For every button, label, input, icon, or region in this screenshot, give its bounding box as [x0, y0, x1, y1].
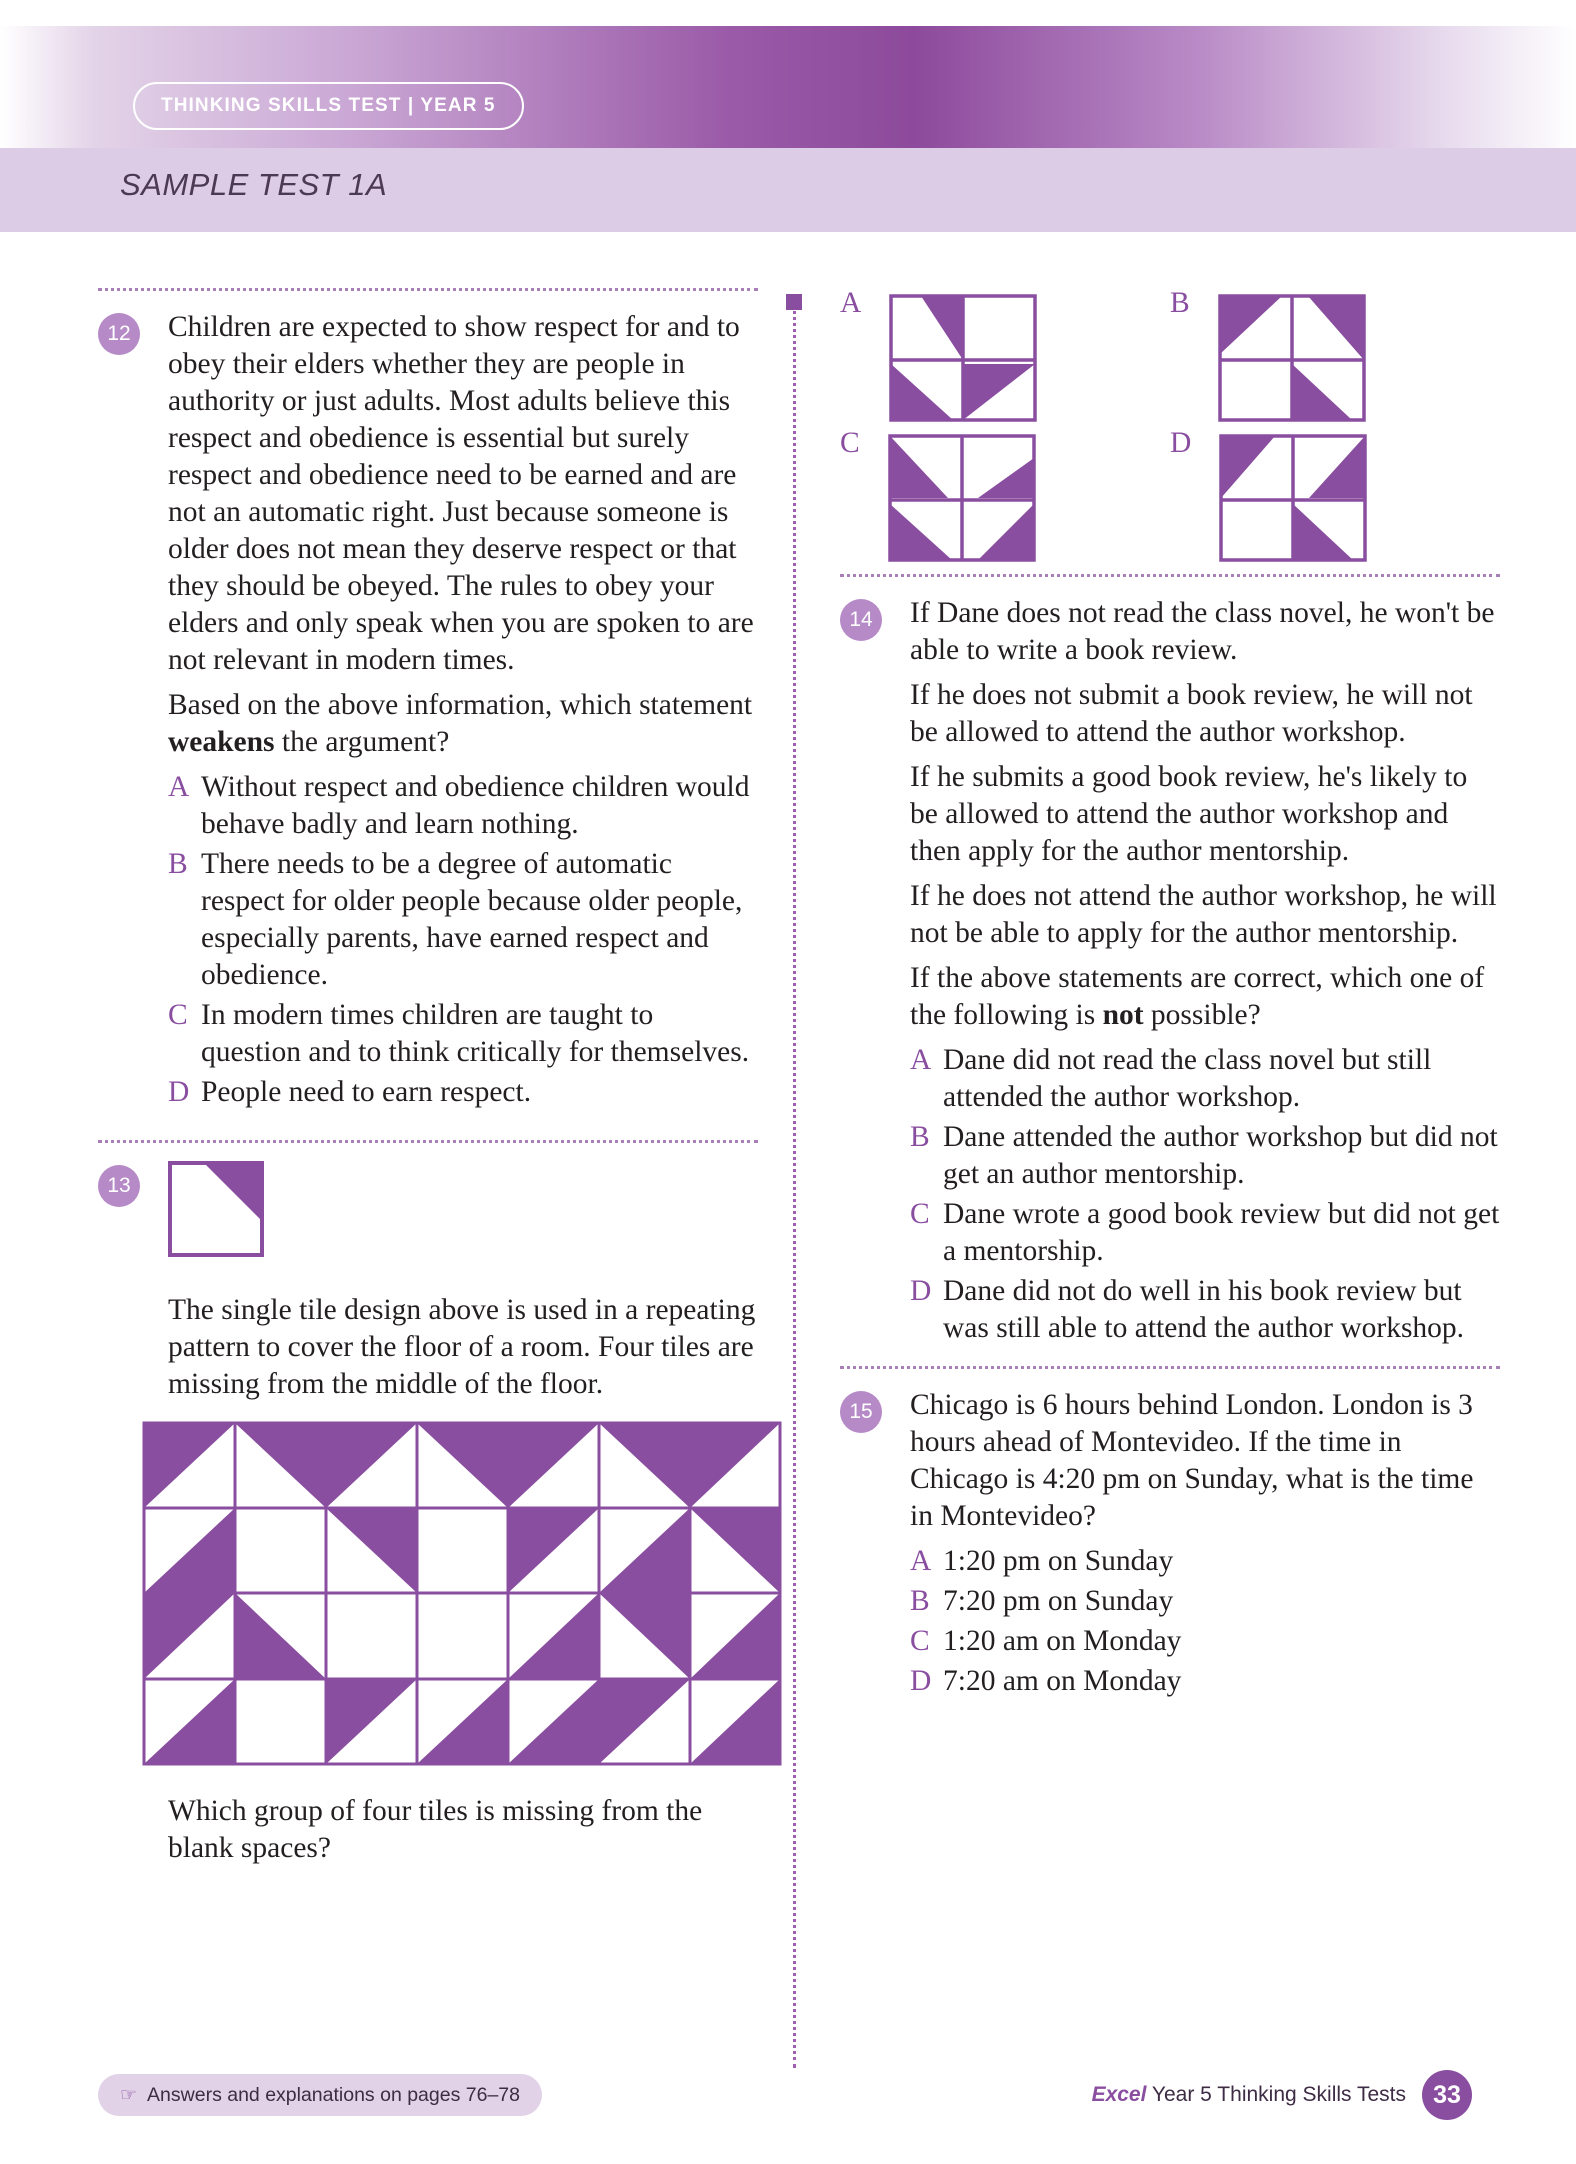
prompt-post: possible?	[1143, 999, 1261, 1031]
question-number-badge: 15	[840, 1391, 882, 1433]
question-15-paragraph: Chicago is 6 hours behind London. London is 3 hours ahead of Montevideo. If the time in Chicago is 4:20 pm on Sunday, what is the time in Montevideo?	[910, 1389, 1474, 1532]
question-number-badge: 13	[98, 1165, 140, 1207]
question-14-paragraph-2: If he does not submit a book review, he will not be allowed to attend the author workshop.	[910, 679, 1473, 748]
question-15-text	[910, 1387, 1500, 1535]
option-letter: A	[168, 771, 190, 803]
shape-option-c[interactable]	[840, 428, 1042, 568]
page-header	[0, 0, 1576, 238]
option-text: There needs to be a degree of automatic respect for older people because older people, especially parents, have earned respect and obedience.	[201, 848, 743, 991]
page-body	[0, 238, 1576, 2164]
option-text: 1:20 am on Monday	[943, 1625, 1182, 1657]
question-14	[840, 595, 1500, 1347]
question-12-prompt	[168, 687, 758, 761]
question-number-badge: 12	[98, 313, 140, 355]
option-letter: B	[910, 1121, 930, 1153]
option-letter: A	[910, 1545, 932, 1577]
rule-before-q15	[840, 1366, 1500, 1369]
shape-option-letter: A	[840, 287, 862, 319]
page-footer	[0, 2044, 1576, 2164]
question-13-paragraph: The single tile design above is used in a repeating pattern to cover the floor of a room. Four tiles are missing from the middle of the floor.	[168, 1294, 756, 1400]
question-13-text	[168, 1292, 758, 1403]
shape-option-d[interactable]	[1170, 428, 1373, 568]
option-letter: D	[168, 1076, 190, 1108]
option-text: Dane did not do well in his book review but was still able to attend the author workshop.	[943, 1275, 1465, 1344]
page-title: SAMPLE TEST 1A	[120, 167, 388, 202]
shape-option-a-svg	[883, 288, 1043, 428]
question-13-shape-options	[840, 288, 1500, 568]
option-text: Dane did not read the class novel but still attended the author workshop.	[943, 1044, 1432, 1113]
question-14-options	[910, 1042, 1500, 1347]
question-13	[98, 1161, 758, 1867]
option-text: 7:20 pm on Sunday	[943, 1585, 1174, 1617]
rule-top-left	[98, 288, 758, 291]
option-d[interactable]	[910, 1273, 1500, 1347]
option-letter: D	[910, 1665, 932, 1697]
option-a[interactable]	[168, 769, 758, 843]
option-letter: C	[910, 1198, 930, 1230]
question-number-badge: 14	[840, 599, 882, 641]
prompt-bold: weakens	[168, 726, 275, 758]
footer-brand-group	[1092, 2074, 1472, 2116]
option-text: In modern times children are taught to question and to think critically for themselves.	[201, 999, 750, 1068]
option-text: Without respect and obedience children would behave badly and learn nothing.	[201, 771, 750, 840]
prompt-pre: Based on the above information, which statement	[168, 689, 753, 721]
question-12-text	[168, 309, 758, 761]
shape-option-d-svg	[1213, 428, 1373, 568]
option-c[interactable]	[168, 997, 758, 1071]
shape-option-b[interactable]	[1170, 288, 1372, 428]
footer-brand	[1092, 2083, 1406, 2107]
brand-rest: Year 5 Thinking Skills Tests	[1146, 2083, 1406, 2106]
single-tile-svg	[168, 1161, 264, 1257]
option-a[interactable]	[910, 1042, 1500, 1116]
option-letter: C	[910, 1625, 930, 1657]
question-14-prompt	[910, 960, 1500, 1034]
page-number-badge: 33	[1422, 2070, 1472, 2120]
option-letter: D	[910, 1275, 932, 1307]
shape-option-letter: B	[1170, 287, 1190, 319]
option-text: 7:20 am on Monday	[943, 1665, 1182, 1697]
shape-option-b-svg	[1212, 288, 1372, 428]
option-b[interactable]	[910, 1583, 1500, 1620]
question-14-paragraph-1: If Dane does not read the class novel, he won't be able to write a book review.	[910, 597, 1495, 666]
right-column	[840, 288, 1500, 1703]
left-column	[98, 288, 758, 1875]
divider-square-marker	[786, 294, 802, 310]
question-13-closing-text: Which group of four tiles is missing from the blank spaces?	[168, 1795, 703, 1864]
answers-note-pill	[98, 2074, 542, 2116]
option-text: Dane attended the author workshop but did not get an author mentorship.	[943, 1121, 1498, 1190]
floor-pattern-figure	[142, 1421, 758, 1771]
shape-option-letter: D	[1170, 427, 1192, 459]
single-tile-figure	[168, 1161, 758, 1262]
prompt-post: the argument?	[274, 726, 450, 758]
option-d[interactable]	[168, 1074, 758, 1111]
question-12-paragraph: Children are expected to show respect for and to obey their elders whether they are people in authority or just adults. Most adults believe this respect and obedience is essential but surely respect and obedience need to be earned and are not an automatic right. Just because someone is older does not mean they deserve respect or that they should be obeyed. The rules to obey your elders and only speak when you are spoken to are not relevant in modern times.	[168, 311, 754, 676]
option-text: People need to earn respect.	[201, 1076, 532, 1108]
floor-pattern-svg	[142, 1421, 782, 1766]
option-text: Dane wrote a good book review but did not get a mentorship.	[943, 1198, 1500, 1267]
question-14-paragraph-3: If he submits a good book review, he's likely to be allowed to attend the author workshop and then apply for the author mentorship.	[910, 761, 1468, 867]
question-13-closing	[168, 1793, 758, 1867]
question-14-paragraph-4: If he does not attend the author workshop, he will not be able to apply for the author mentorship.	[910, 880, 1497, 949]
question-15-options	[910, 1543, 1500, 1700]
question-12-options	[168, 769, 758, 1111]
answers-note-text: Answers and explanations on pages 76–78	[147, 2083, 520, 2106]
prompt-pre: If the above statements are correct, which one of the following is	[910, 962, 1485, 1031]
option-letter: C	[168, 999, 188, 1031]
option-b[interactable]	[168, 846, 758, 994]
pointing-hand-icon: ☞	[120, 2084, 138, 2106]
rule-between-q12-q13	[98, 1140, 758, 1143]
rule-before-q14	[840, 574, 1500, 577]
option-c[interactable]	[910, 1623, 1500, 1660]
option-letter: B	[168, 848, 188, 880]
shape-option-letter: C	[840, 427, 860, 459]
shape-option-c-svg	[882, 428, 1042, 568]
option-b[interactable]	[910, 1119, 1500, 1193]
option-a[interactable]	[910, 1543, 1500, 1580]
shape-option-a[interactable]	[840, 288, 1043, 428]
brand-excel: Excel	[1091, 2083, 1147, 2106]
test-label-pill	[133, 82, 524, 130]
option-d[interactable]	[910, 1663, 1500, 1700]
question-14-text	[910, 595, 1500, 1034]
column-divider	[793, 298, 796, 2068]
option-letter: B	[910, 1585, 930, 1617]
option-text: 1:20 pm on Sunday	[943, 1545, 1174, 1577]
option-c[interactable]	[910, 1196, 1500, 1270]
question-12	[98, 309, 758, 1111]
prompt-bold: not	[1102, 999, 1144, 1031]
option-letter: A	[910, 1044, 932, 1076]
test-label-text: THINKING SKILLS TEST | YEAR 5	[161, 95, 496, 116]
question-15	[840, 1387, 1500, 1700]
